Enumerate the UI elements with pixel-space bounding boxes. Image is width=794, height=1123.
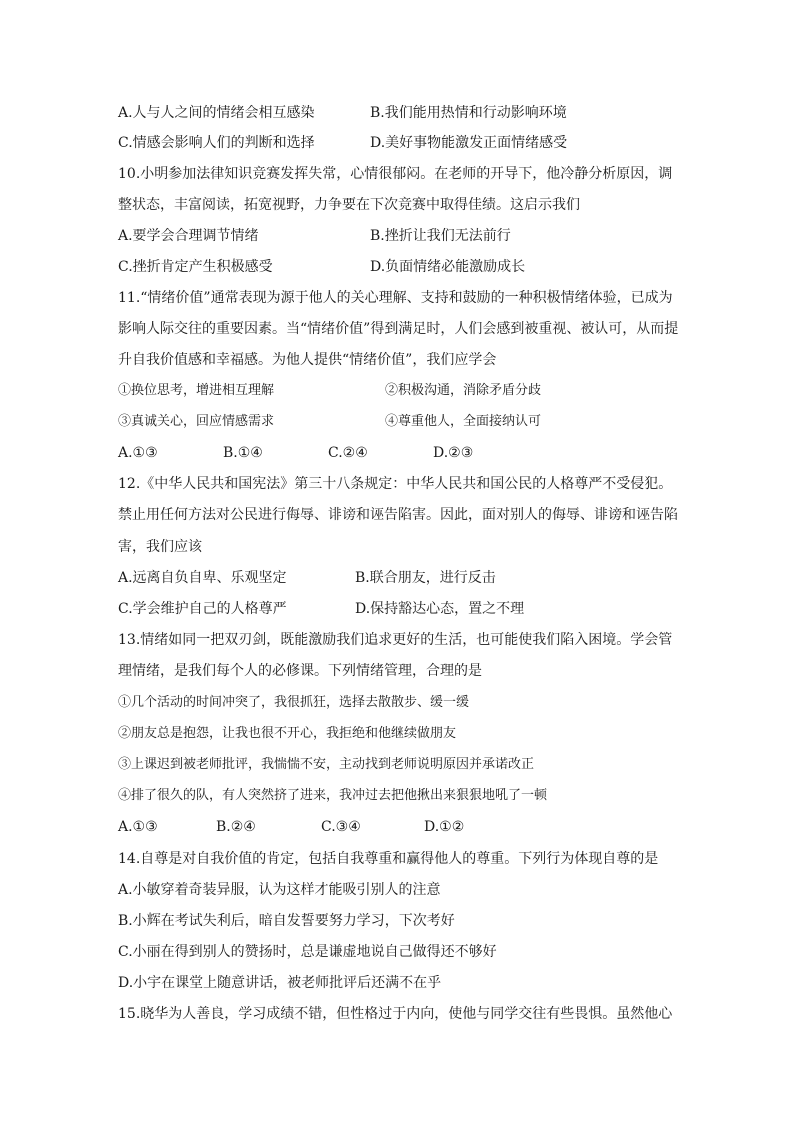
q13-stem-line-1: 13.情绪如同一把双刃剑，既能激励我们追求更好的生活，也可能使我们陷入困境。学会管	[118, 632, 673, 648]
q12-option-a: A.远离自负自卑、乐观坚定	[118, 570, 287, 586]
q13-option-c: C.③④	[321, 819, 361, 835]
q11-option-d: D.②③	[433, 445, 474, 461]
q14-stem: 14.自尊是对自我价值的肯定，包括自我尊重和赢得他人的尊重。下列行为体现自尊的是	[118, 851, 659, 867]
q9-option-a: A.人与人之间的情绪会相互感染	[118, 105, 315, 121]
q14-option-a: A.小敏穿着奇装异服，认为这样才能吸引别人的注意	[118, 882, 441, 898]
q10-stem-line-1: 10.小明参加法律知识竞赛发挥失常，心情很郁闷。在老师的开导下，他冷静分析原因，调	[118, 166, 673, 182]
q13-option-d: D.①②	[424, 819, 465, 835]
q11-statement-2: ②积极沟通，消除矛盾分歧	[385, 383, 542, 398]
q12-option-c: C.学会维护自己的人格尊严	[118, 601, 287, 617]
q11-option-c: C.②④	[328, 445, 368, 461]
q14-option-d: D.小宇在课堂上随意讲话，被老师批评后还满不在乎	[118, 975, 442, 991]
q10-option-b: B.挫折让我们无法前行	[370, 228, 511, 244]
q13-option-b: B.②④	[216, 819, 256, 835]
q10-option-c: C.挫折肯定产生积极感受	[118, 259, 273, 275]
q12-option-d: D.保持豁达心态，置之不理	[355, 601, 525, 617]
q12-option-b: B.联合朋友，进行反击	[355, 570, 496, 586]
q10-stem-line-2: 整状态，丰富阅读，拓宽视野，力争要在下次竞赛中取得佳绩。这启示我们	[118, 197, 580, 213]
q11-option-b: B.①④	[223, 445, 263, 461]
q14-option-c: C.小丽在得到别人的赞扬时，总是谦虚地说自己做得还不够好	[118, 944, 497, 960]
q13-stem-line-2: 理情绪，是我们每个人的必修课。下列情绪管理，合理的是	[118, 663, 482, 679]
q13-statement-3: ③上课迟到被老师批评，我惴惴不安，主动找到老师说明原因并承诺改正	[118, 757, 535, 772]
q11-statement-3: ③真诚关心，回应情感需求	[118, 414, 275, 429]
q14-option-b: B.小辉在考试失利后，暗自发誓要努力学习，下次考好	[118, 913, 455, 929]
q9-option-d: D.美好事物能激发正面情绪感受	[370, 135, 568, 151]
q11-stem-line-3: 升自我价值感和幸福感。为他人提供“情绪价值”，我们应学会	[118, 352, 497, 368]
q11-stem-line-1: 11.“情绪价值”通常表现为源于他人的关心理解、支持和鼓励的一种积极情绪体验，已成为	[118, 290, 673, 306]
q11-stem-line-2: 影响人际交往的重要因素。当“情绪价值”得到满足时，人们会感到被重视、被认可，从而提	[118, 321, 679, 337]
q11-option-a: A.①③	[118, 445, 158, 461]
q9-option-b: B.我们能用热情和行动影响环境	[370, 105, 567, 121]
q13-statement-1: ①几个活动的时间冲突了，我很抓狂，选择去散散步、缓一缓	[118, 695, 470, 710]
q12-stem-line-1: 12.《中华人民共和国宪法》第三十八条规定：中华人民共和国公民的人格尊严不受侵犯。	[118, 476, 673, 492]
q12-stem-line-3: 害，我们应该	[118, 539, 202, 555]
q11-statement-1: ①换位思考，增进相互理解	[118, 383, 275, 398]
q13-option-a: A.①③	[118, 819, 158, 835]
q9-option-c: C.情感会影响人们的判断和选择	[118, 135, 315, 151]
q11-statement-4: ④尊重他人，全面接纳认可	[385, 414, 542, 429]
q12-stem-line-2: 禁止用任何方法对公民进行侮辱、诽谤和诬告陷害。因此，面对别人的侮辱、诽谤和诬告陷	[118, 507, 678, 523]
q15-stem-line-1: 15.晓华为人善良，学习成绩不错，但性格过于内向，使他与同学交往有些畏惧。虽然他心	[118, 1006, 673, 1022]
q10-option-d: D.负面情绪必能激励成长	[370, 259, 526, 275]
q13-statement-4: ④排了很久的队，有人突然挤了进来，我冲过去把他揪出来狠狠地吼了一顿	[118, 788, 548, 803]
q10-option-a: A.要学会合理调节情绪	[118, 228, 259, 244]
q13-statement-2: ②朋友总是抱怨，让我也很不开心，我拒绝和他继续做朋友	[118, 726, 457, 741]
